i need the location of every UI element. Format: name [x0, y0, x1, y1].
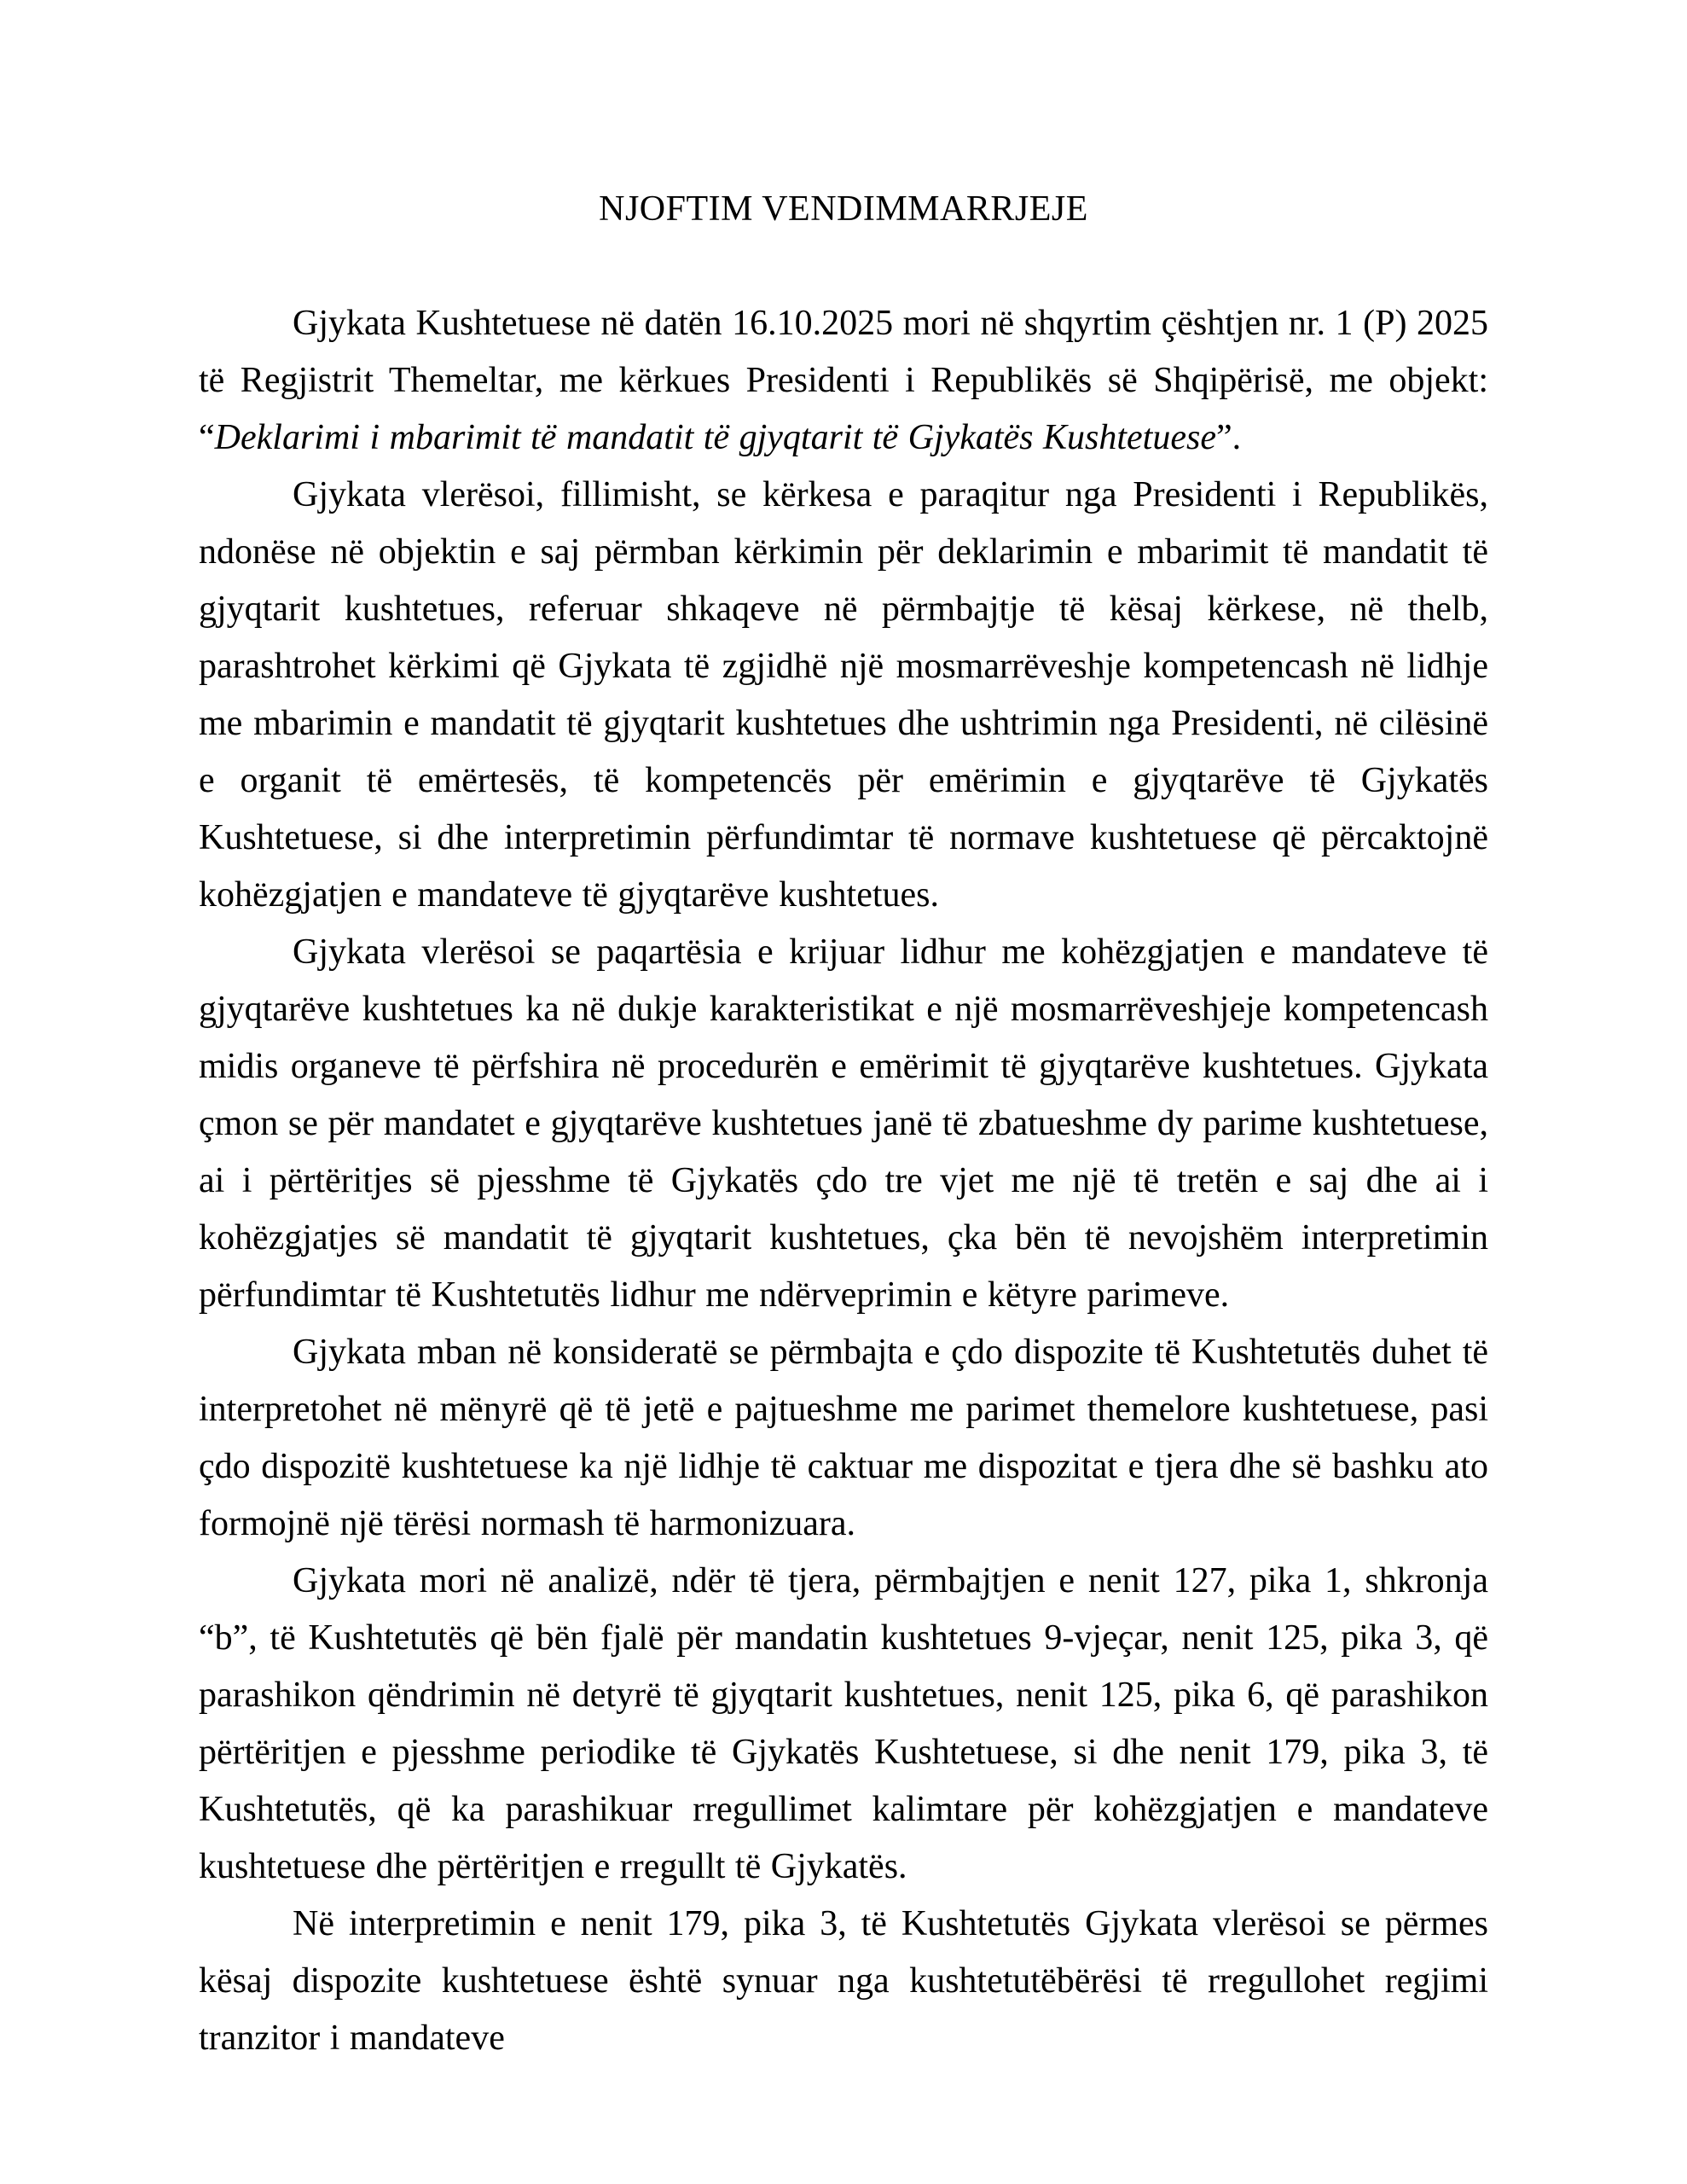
paragraph — [199, 1324, 1488, 1553]
document-body — [199, 295, 1488, 2067]
page-title: NJOFTIM VENDIMMARRJEJE — [599, 189, 1088, 229]
text-run: Gjykata mori në analizë, ndër të tjera, përmbajtjen e nenit 127, pika 1, shkronja “b”, të Kushtetutës që bën fjalë për mandatin kushtetues 9-vjeçar, nenit 125, pika 3, që parashikon qëndrimin në detyrë të gjyqtarit kushtetues, nenit 125, pika 6, që parashikon përtëritjen e pjesshme periodike të Gjykatës Kushtetuese, si dhe nenit 179, pika 3, të Kushtetutës, që ka parashikuar rregullimet kalimtare për kohëzgjatjen e mandateve kushtetuese dhe përtëritjen e rregullt të Gjykatës. — [199, 1561, 1488, 1886]
paragraph — [199, 924, 1488, 1324]
paragraph — [199, 295, 1488, 467]
paragraph — [199, 467, 1488, 924]
text-run: Gjykata vlerësoi, fillimisht, se kërkesa e paraqitur nga Presidenti i Republikës, ndonëse në objektin e saj përmban kërkimin për deklarimin e mbarimit të mandatit të gjyqtarit kushtetues, referuar shkaqeve në përmbajtje të kësaj kërkese, në thelb, parashtrohet kërkimi që Gjykata të zgjidhë një mosmarrëveshje kompetencash në lidhje me mbarimin e mandatit të gjyqtarit kushtetues dhe ushtrimin nga Presidenti, në cilësinë e organit të emërtesës, të kompetencës për emërimin e gjyqtarëve të Gjykatës Kushtetuese, si dhe interpretimin përfundimtar të normave kushtetuese që përcaktojnë kohëzgjatjen e mandateve të gjyqtarëve kushtetues. — [199, 475, 1488, 915]
text-run: Në interpretimin e nenit 179, pika 3, të Kushtetutës Gjykata vlerësoi se përmes kësaj dispozite kushtetuese është synuar nga kushtetutëbërësi të rregullohet regjimi tranzitor i mandateve — [199, 1904, 1488, 2058]
text-run: Gjykata vlerësoi se paqartësia e krijuar lidhur me kohëzgjatjen e mandateve të gjyqtarëve kushtetues ka në dukje karakteristikat e një mosmarrëveshjeje kompetencash midis organeve të përfshira në procedurën e emërimit të gjyqtarëve kushtetues. Gjykata çmon se për mandatet e gjyqtarëve kushtetues janë të zbatueshme dy parime kushtetuese, ai i përtëritjes së pjesshme të Gjykatës çdo tre vjet me një të tretën e saj dhe ai i kohëzgjatjes së mandatit të gjyqtarit kushtetues, çka bën të nevojshëm interpretimin përfundimtar të Kushtetutës lidhur me ndërveprimin e këtyre parimeve. — [199, 932, 1488, 1315]
paragraph — [199, 1553, 1488, 1896]
paragraph — [199, 1896, 1488, 2067]
text-run: ”. — [1215, 418, 1242, 457]
italic-phrase: Deklarimi i mbarimit të mandatit të gjyqtarit të Gjykatës Kushtetuese — [214, 418, 1216, 457]
text-run: Gjykata Kushtetuese në datën 16.10.2025 mori në shqyrtim çështjen nr. 1 (P) 2025 të Regjistrit Themeltar, me kërkues Presidenti i Republikës së Shqipërisë, me objekt: “ — [199, 304, 1488, 457]
text-run: Gjykata mban në konsideratë se përmbajta e çdo dispozite të Kushtetutës duhet të interpretohet në mënyrë që të jetë e pajtueshme me parimet themelore kushtetuese, pasi çdo dispozitë kushtetuese ka një lidhje të caktuar me dispozitat e tjera dhe së bashku ato formojnë një tërësi normash të harmonizuara. — [199, 1333, 1488, 1543]
document-content — [199, 181, 1488, 2067]
